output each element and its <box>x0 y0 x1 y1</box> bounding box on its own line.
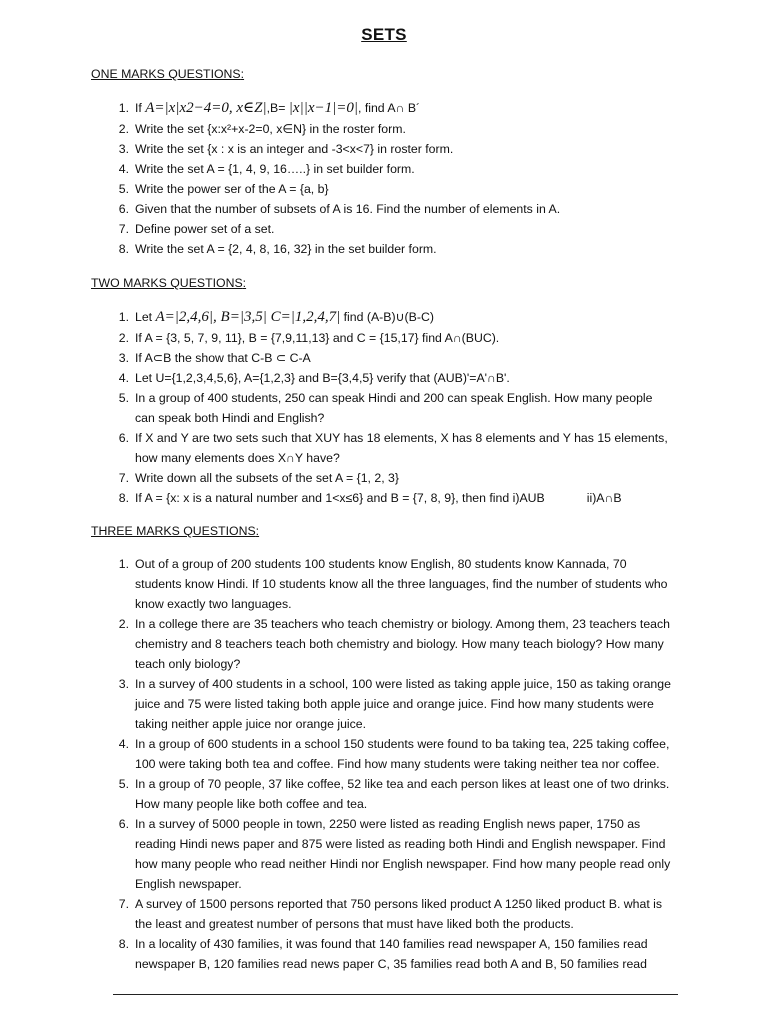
section-heading-one-marks: ONE MARKS QUESTIONS: <box>91 67 245 81</box>
question-item: 8. Write the set A = {2, 4, 8, 16, 32} in the set builder form. <box>118 242 437 256</box>
section-heading-two-marks: TWO MARKS QUESTIONS: <box>91 276 247 290</box>
question-item: 6. If X and Y are two sets such that XUY has 18 elements, X has 8 elements and Y has 15 elements, how many elements does X∩Y have? <box>118 431 668 465</box>
question-item: 2. If A = {3, 5, 7, 9, 11}, B = {7,9,11,13} and C = {15,17} find A∩(BUC). <box>118 331 500 345</box>
question-item: 3. If A⊂B the show that C-B ⊂ C-A <box>118 351 311 365</box>
question-item: 7. Define power set of a set. <box>118 222 275 236</box>
question-item: 2. In a college there are 35 teachers who teach chemistry or biology. Among them, 23 teachers teach chemistry and 8 teachers teach both chemistry and biology. How many teach biology? How many teach only biology? <box>118 617 670 671</box>
question-item: 7. Write down all the subsets of the set A = {1, 2, 3} <box>118 471 399 485</box>
question-item: 2. Write the set {x:x²+x-2=0, x∈N} in the roster form. <box>118 122 406 136</box>
question-item: 3. Write the set {x : x is an integer and -3<x<7} in roster form. <box>118 142 454 156</box>
question-list-two-marks <box>118 306 675 508</box>
question-item: 3. In a survey of 400 students in a school, 100 were listed as taking apple juice, 150 as taking orange juice and 75 were listed taking both apple juice and orange juice. Find how many students were taking neither apple juice nor orange juice. <box>118 677 671 731</box>
question-list-three-marks <box>118 554 675 974</box>
page-title: SETS <box>361 25 407 44</box>
question-item: 1. Out of a group of 200 students 100 students know English, 80 students know Kannada, 70 students know Hindi. If 10 students know all the three languages, find the number of students who know exactly two languages. <box>118 557 668 611</box>
question-item: 4. Write the set A = {1, 4, 9, 16…..} in set builder form. <box>118 162 415 176</box>
question-item: 1. Let A=|2,4,6|, B=|3,5| C=|1,2,4,7| find (A-B)∪(B-C) <box>118 309 434 325</box>
question-item: 1. If A=|x|x2−4=0, x∈Z|,B= |x||x−1|=0|, find A∩ B´ <box>118 100 421 116</box>
question-list-one-marks <box>118 97 675 259</box>
question-item: 5. In a group of 400 students, 250 can speak Hindi and 200 can speak English. How many people can speak both Hindi and English? <box>118 391 653 425</box>
question-item: 5. In a group of 70 people, 37 like coffee, 52 like tea and each person likes at least one of two drinks. How many people like both coffee and tea. <box>118 777 670 811</box>
section-heading-three-marks: THREE MARKS QUESTIONS: <box>91 524 260 538</box>
question-item: 5. Write the power ser of the A = {a, b} <box>118 182 329 196</box>
question-item: 7. A survey of 1500 persons reported that 750 persons liked product A 1250 liked product B. what is the least and greatest number of persons that must have liked both the products. <box>118 897 663 931</box>
question-item: 4. Let U={1,2,3,4,5,6}, A={1,2,3} and B={3,4,5} verify that (AUB)'=A'∩B'. <box>118 371 510 385</box>
page-bottom-rule <box>113 994 678 995</box>
question-item: 6. Given that the number of subsets of A is 16. Find the number of elements in A. <box>118 202 561 216</box>
question-item: 8. In a locality of 430 families, it was found that 140 families read newspaper A, 150 families read newspaper B, 120 families read news paper C, 35 families read both A and B, 50 families read <box>118 937 648 971</box>
question-item: 4. In a group of 600 students in a school 150 students were found to ba taking tea, 225 taking coffee, 100 were taking both tea and coffee. Find how many students were taking neither tea nor coffee. <box>118 737 670 771</box>
question-item: 8. If A = {x: x is a natural number and 1<x≤6} and B = {7, 8, 9}, then find i)AUB ii)A∩B <box>118 491 622 505</box>
question-item: 6. In a survey of 5000 people in town, 2250 were listed as reading English news paper, 1750 as reading Hindi news paper and 875 were listed as reading both Hindi and English newspaper. Find how many people who read neither Hindi nor English newspaper. Find how many people read only English newspaper. <box>118 817 671 891</box>
